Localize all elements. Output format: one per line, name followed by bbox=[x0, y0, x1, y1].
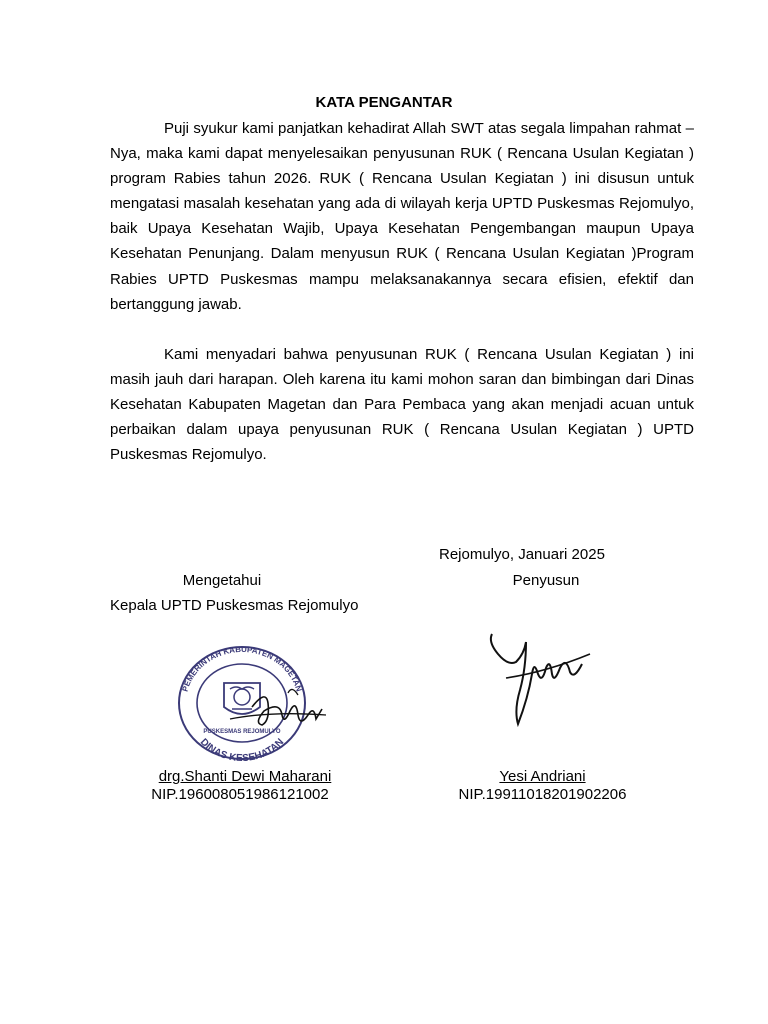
official-stamp-icon bbox=[170, 645, 330, 763]
paragraph-closing-text: Kami menyadari bahwa penyusunan RUK ( Rencana Usulan Kegiatan ) ini masih jauh dari harapan. Oleh karena itu kami mohon saran dan bimbingan dari Dinas Kesehatan Kabupaten Magetan dan Para Pembaca yang akan menjadi acuan untuk perbaikan dalam upaya penyusunan RUK ( Rencana Usulan Kegiatan ) UPTD Puskesmas Rejomulyo. bbox=[110, 346, 694, 464]
left-signatory-position: Kepala UPTD Puskesmas Rejomulyo bbox=[110, 597, 359, 614]
left-signatory-name: drg.Shanti Dewi Maharani bbox=[158, 768, 332, 785]
right-signatory-name: Yesi Andriani bbox=[499, 768, 586, 785]
paragraph-closing bbox=[110, 342, 694, 467]
left-signatory-nip: NIP.196008051986121002 bbox=[151, 786, 329, 803]
place-date: Rejomulyo, Januari 2025 bbox=[439, 546, 605, 563]
stamp-ring-bottom-text: DINAS KESEHATAN bbox=[197, 736, 287, 765]
document-title: KATA PENGANTAR bbox=[315, 94, 453, 111]
svg-text:DINAS KESEHATAN bbox=[198, 737, 286, 764]
right-signatory-nip: NIP.19911018201902206 bbox=[458, 786, 627, 803]
paragraph-intro-text: Puji syukur kami panjatkan kehadirat Allah SWT atas segala limpahan rahmat – Nya, maka kami dapat menyelesaikan penyusunan RUK ( Rencana Usulan Kegiatan ) program Rabies tahun 2026. RUK ( Rencana Usulan Kegiatan ) ini disusun untuk mengatasi masalah kesehatan yang ada di wilayah kerja UPTD Puskesmas Rejomulyo, baik Upaya Kesehatan Wajib, Upaya Kesehatan Pengembangan maupun Upaya Kesehatan Penunjang. Dalam menyusun RUK ( Rencana Usulan Kegiatan )Program Rabies UPTD Puskesmas mampu melaksanakannya secara efisien, efektif dan bertanggung jawab. bbox=[110, 120, 694, 313]
stamp-inner-text: PUSKESMAS REJOMULYO bbox=[203, 729, 281, 735]
svg-text:PEMERINTAH KABUPATEN MAGETAN bbox=[181, 645, 304, 693]
signature-icon bbox=[486, 628, 596, 728]
right-signatory-label: Penyusun bbox=[512, 572, 580, 589]
stamp-ring-top-text: PEMERINTAH KABUPATEN MAGETAN bbox=[180, 644, 304, 693]
left-signatory-label: Mengetahui bbox=[182, 572, 262, 589]
paragraph-intro bbox=[110, 116, 694, 317]
